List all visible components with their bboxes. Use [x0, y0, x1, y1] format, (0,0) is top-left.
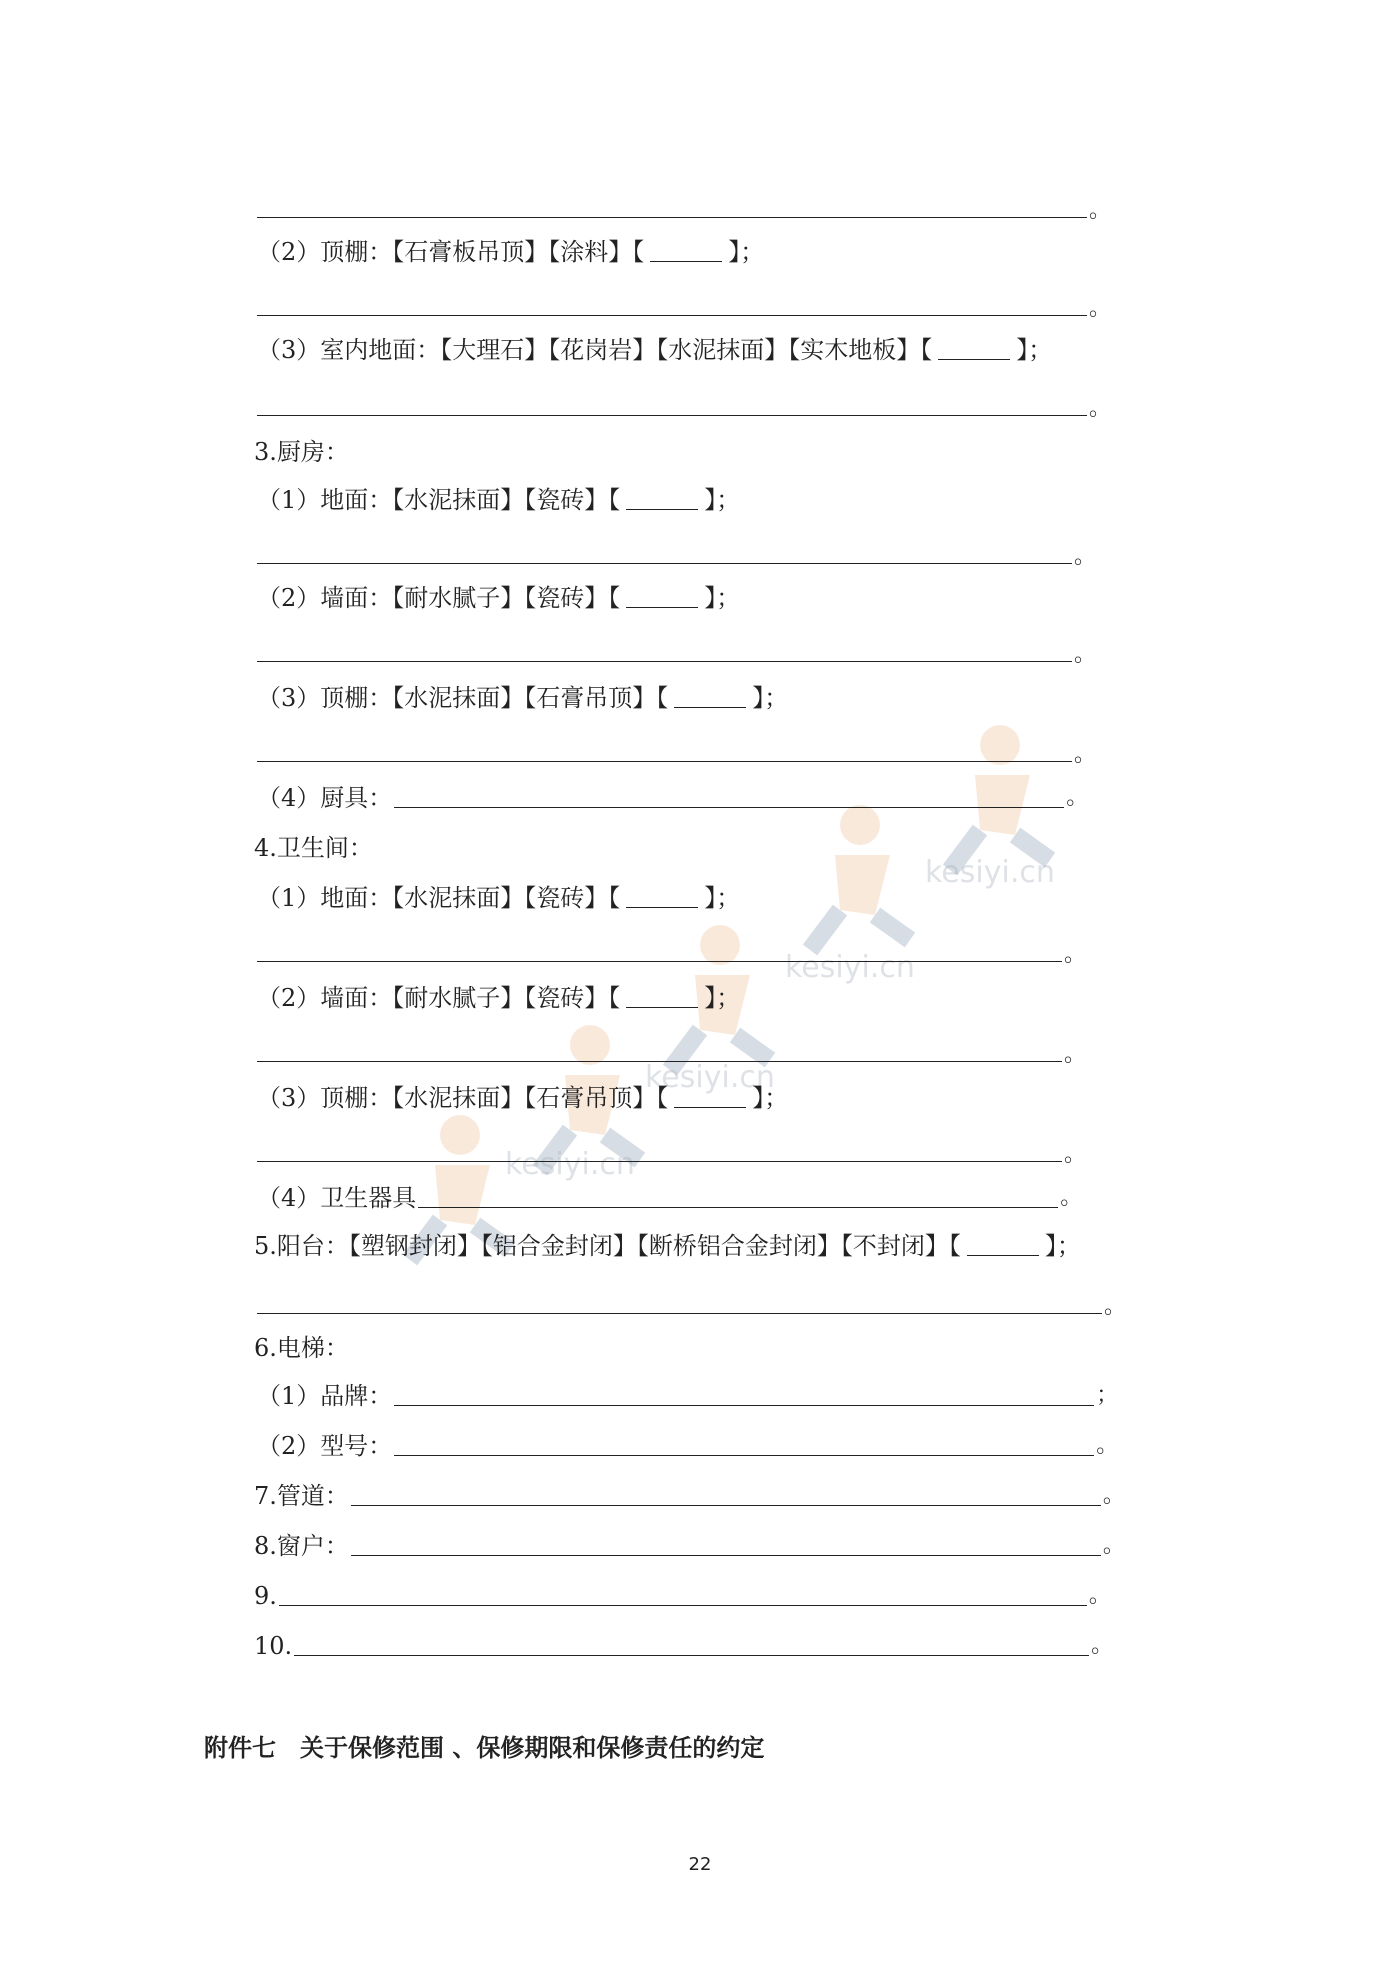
item9-row: 9. 。 [254, 1582, 1111, 1610]
kitchen-floor-row: （1）地面：【水泥抹面】【瓷砖】【 】； [257, 486, 741, 514]
item10-input[interactable] [294, 1631, 1089, 1656]
watermark-text: kesiyi.cn [645, 1060, 775, 1095]
page-number: 22 [688, 1854, 712, 1875]
fill-line[interactable]: 。 [257, 936, 1086, 968]
item10-row: 10. 。 [254, 1632, 1114, 1660]
floor-option-row: （3）室内地面：【大理石】【花岗岩】【水泥抹面】【实木地板】【 】； [257, 336, 1053, 364]
fill-line[interactable]: 。 [257, 1288, 1126, 1320]
kitchen-title: 3.厨房： [254, 438, 349, 466]
pipe-row: 7.管道： 。 [254, 1482, 1125, 1510]
bath-floor-row: （1）地面：【水泥抹面】【瓷砖】【 】； [257, 884, 741, 912]
blank-field[interactable] [650, 239, 722, 262]
item9-input[interactable] [279, 1581, 1087, 1606]
bath-wall-row: （2）墙面：【耐水腻子】【瓷砖】【 】； [257, 984, 741, 1012]
elevator-model-row: （2）型号： 。 [257, 1432, 1119, 1460]
elevator-brand-row: （1）品牌： ； [257, 1382, 1119, 1410]
kitchen-ceiling-row: （3）顶棚：【水泥抹面】【石膏吊顶】【 】； [257, 684, 789, 712]
watermark-text: kesiyi.cn [925, 855, 1055, 890]
balcony-row: 5.阳台：【塑钢封闭】【铝合金封闭】【断桥铝合金封闭】【不封闭】【 】； [254, 1232, 1081, 1260]
fill-line[interactable]: 。 [257, 390, 1111, 422]
fixture-input[interactable] [418, 1183, 1058, 1208]
ceiling-option-row: （2）顶棚：【石膏板吊顶】【涂料】【 】； [257, 238, 765, 266]
watermark-text: kesiyi.cn [505, 1147, 635, 1182]
fill-line[interactable]: 。 [257, 538, 1096, 570]
fill-line[interactable]: 。 [257, 290, 1111, 322]
blank-field[interactable] [674, 685, 746, 708]
fill-line[interactable]: 。 [257, 636, 1096, 668]
blank-field[interactable] [626, 487, 698, 510]
fill-line[interactable]: 。 [257, 1036, 1086, 1068]
elevator-title: 6.电梯： [254, 1334, 349, 1362]
pipe-input[interactable] [351, 1481, 1101, 1506]
blank-field[interactable] [626, 985, 698, 1008]
appendix-heading: 附件七 关于保修范围 、保修期限和保修责任的约定 [204, 1734, 765, 1762]
kitchen-appliance-row: （4）厨具： 。 [257, 784, 1089, 812]
bath-fixture-row: （4）卫生器具 。 [257, 1184, 1083, 1212]
blank-field[interactable] [938, 337, 1010, 360]
blank-field[interactable] [626, 585, 698, 608]
window-input[interactable] [351, 1531, 1101, 1556]
watermark-text: kesiyi.cn [785, 950, 915, 985]
kitchen-wall-row: （2）墙面：【耐水腻子】【瓷砖】【 】； [257, 584, 741, 612]
model-input[interactable] [394, 1431, 1094, 1456]
fill-line[interactable]: 。 [257, 736, 1096, 768]
brand-input[interactable] [394, 1381, 1094, 1406]
blank-field[interactable] [674, 1085, 746, 1108]
bathroom-title: 4.卫生间： [254, 834, 373, 862]
bath-ceiling-row: （3）顶棚：【水泥抹面】【石膏吊顶】【 】； [257, 1084, 789, 1112]
blank-field[interactable] [967, 1233, 1039, 1256]
fill-line[interactable]: 。 [257, 1136, 1086, 1168]
blank-field[interactable] [626, 885, 698, 908]
appliance-input[interactable] [394, 783, 1064, 808]
fill-line[interactable]: 。 [257, 192, 1111, 224]
window-row: 8.窗户： 。 [254, 1532, 1125, 1560]
